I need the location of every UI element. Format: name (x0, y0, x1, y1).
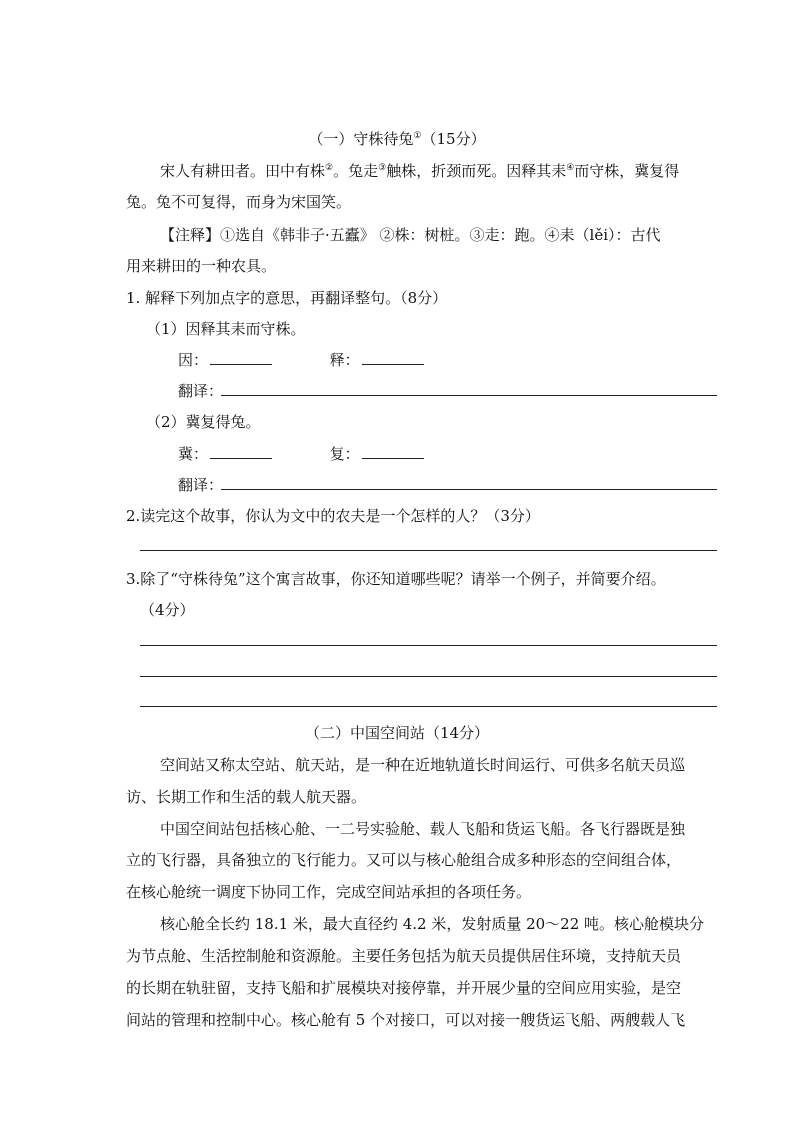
passage-line: 空间站又称太空站、航天站，是一种在近地轨道长时间运行、可供多名航天员巡 (160, 756, 686, 774)
passage-line: 为节点舱、生活控制舱和资源舱。主要任务包括为航天员提供居住环境，支持航天员 (126, 947, 682, 965)
passage-line: 的长期在轨驻留，支持飞船和扩展模块对接停靠，并开展少量的空间应用实验，是空 (126, 979, 682, 997)
question-3: 3.除了“守株待兔”这个寓言故事，你还知道哪些呢？请举一个例子，并简要介绍。 (126, 570, 666, 588)
annotation-line: 【注释】①选自《韩非子·五蠹》 ②株：树桩。③走：跑。④耒（lěi）：古代 (160, 226, 661, 244)
answer-blank[interactable] (362, 350, 424, 365)
answer-line[interactable] (140, 550, 717, 551)
section1-title: （一）守株待兔①（15分） (308, 130, 486, 148)
answer-line[interactable] (140, 676, 717, 677)
blank-label: 复： (329, 445, 360, 463)
passage-line: 宋人有耕田者。田中有株②。兔走③触株，折颈而死。因释其耒④而守株，冀复得 (160, 162, 680, 180)
answer-line[interactable] (221, 489, 717, 490)
blank-label: 冀： (178, 445, 209, 463)
translate-label: 翻译： (178, 476, 224, 494)
passage-line: 立的飞行器，具备独立的飞行能力。又可以与核心舱组合成多种形态的空间组合体， (126, 851, 682, 869)
answer-line[interactable] (140, 706, 717, 707)
passage-line: 中国空间站包括核心舱、一二号实验舱、载人飞船和货运飞船。各飞行器既是独 (160, 820, 686, 838)
translate-label: 翻译： (178, 382, 224, 400)
blank-label: 释： (329, 351, 360, 369)
passage-line: 兔。兔不可复得，而身为宋国笑。 (126, 193, 352, 211)
question-3-score: （4分） (140, 601, 195, 619)
blank-label: 因： (178, 351, 209, 369)
question-1: 1. 解释下列加点字的意思，再翻译整句。（8分） (126, 289, 448, 307)
answer-row (178, 443, 424, 464)
answer-blank[interactable] (210, 444, 272, 459)
annotation-line: 用来耕田的一种农具。 (126, 257, 277, 275)
question-2: 2.读完这个故事，你认为文中的农夫是一个怎样的人？（3分） (126, 507, 540, 525)
passage-line: 核心舱全长约 18.1 米，最大直径约 4.2 米，发射质量 20～22 吨。核心舱模块分 (160, 915, 705, 933)
answer-blank[interactable] (362, 444, 424, 459)
answer-blank[interactable] (210, 350, 272, 365)
passage-line: 在核心舱统一调度下协同工作，完成空间站承担的各项任务。 (126, 883, 532, 901)
passage-line: 间站的管理和控制中心。核心舱有 5 个对接口，可以对接一艘货运飞船、两艘载人飞 (126, 1011, 686, 1029)
section2-title: （二）中国空间站（14分） (304, 724, 490, 742)
answer-line[interactable] (140, 645, 717, 646)
passage-line: 访、长期工作和生活的载人航天器。 (126, 788, 367, 806)
answer-row (178, 349, 424, 370)
question-1-1: （1）因释其耒而守株。 (146, 320, 306, 338)
question-1-2: （2）冀复得兔。 (146, 413, 261, 431)
answer-line[interactable] (221, 395, 717, 396)
